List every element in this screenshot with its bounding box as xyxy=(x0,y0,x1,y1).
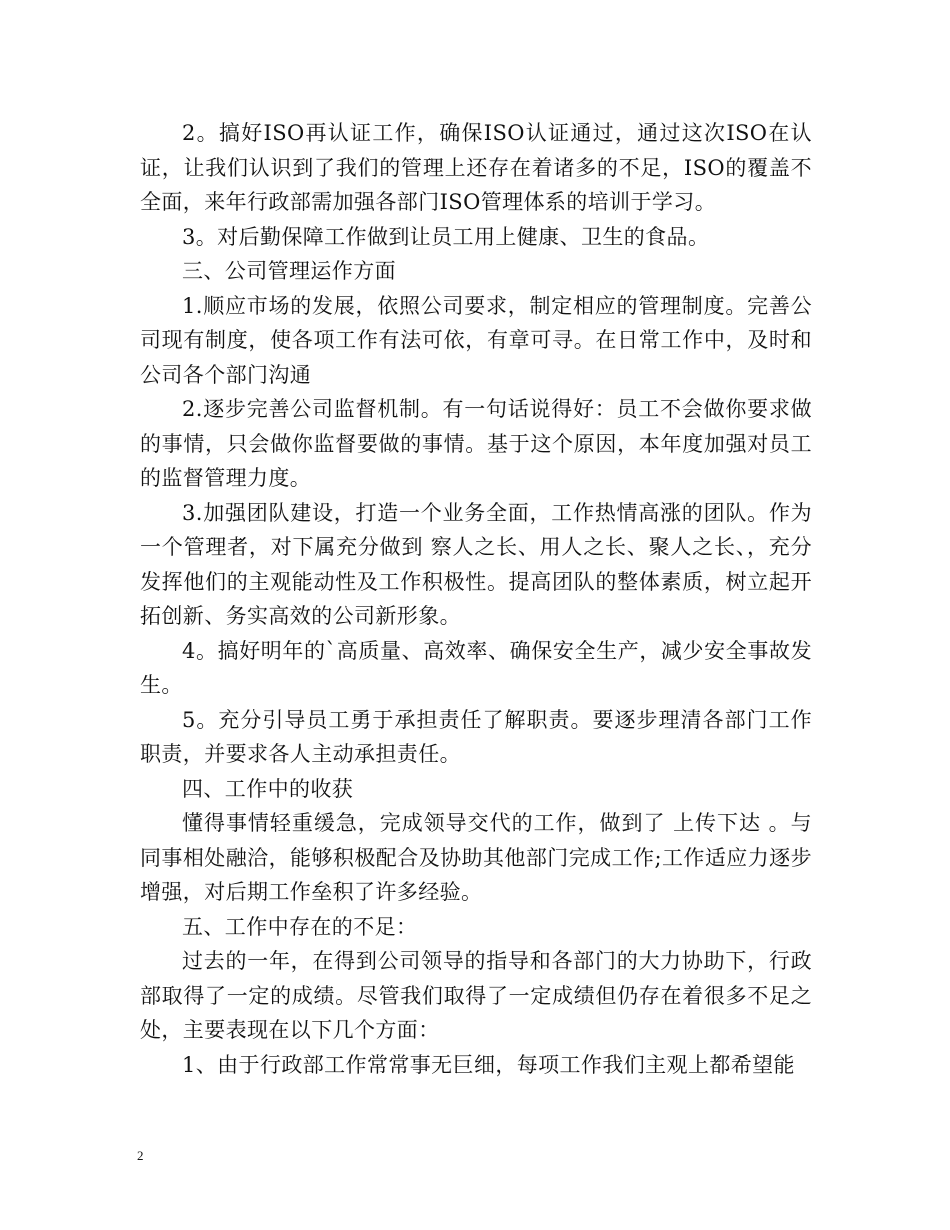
paragraph-responsibility: 5。充分引导员工勇于承担责任了解职责。要逐步理清各部门工作职责，并要求各人主动承担责任。 xyxy=(140,707,812,766)
paragraph-team-building: 3.加强团队建设，打造一个业务全面，工作热情高涨的团队。作为一个管理者，对下属充分做到 察人之长、用人之长、聚人之长、，充分发挥他们的主观能动性及工作积极性。提高团队的整体素质，树立起开拓创新、务实高效的公司新形象。 xyxy=(140,500,812,628)
paragraph-gains: 懂得事情轻重缓急，完成领导交代的工作，做到了 上传下达 。与同事相处融洽，能够积极配合及协助其他部门完成工作;工作适应力逐步增强，对后期工作垒积了许多经验。 xyxy=(140,811,812,904)
section-heading-gains: 四、工作中的收获 xyxy=(182,776,354,801)
paragraph-supervision: 2.逐步完善公司监督机制。有一句话说得好：员工不会做你要求做的事情，只会做你监督要做的事情。基于这个原因，本年度加强对员工的监督管理力度。 xyxy=(140,397,812,490)
document-body xyxy=(140,116,812,1082)
paragraph-safety: 4。搞好明年的`高质量、高效率、确保安全生产，减少安全事故发生。 xyxy=(140,638,812,697)
section-heading-management: 三、公司管理运作方面 xyxy=(182,259,396,283)
paragraph-shortcoming-1: 1、由于行政部工作常常事无巨细，每项工作我们主观上都希望能 xyxy=(182,1052,795,1077)
paragraph-iso-recertification: 2。搞好ISO再认证工作，确保ISO认证通过，通过这次ISO在认证，让我们认识到了我们的管理上还存在着诸多的不足，ISO的覆盖不全面，来年行政部需加强各部门ISO管理体系的培训于学习。 xyxy=(140,121,812,214)
paragraph-past-year: 过去的一年，在得到公司领导的指导和各部门的大力协助下，行政部取得了一定的成绩。尽管我们取得了一定成绩但仍存在着很多不足之处，主要表现在以下几个方面： xyxy=(140,949,812,1042)
paragraph-management-system: 1.顺应市场的发展，依照公司要求，制定相应的管理制度。完善公司现有制度，使各项工作有法可依，有章可寻。在日常工作中，及时和公司各个部门沟通 xyxy=(140,293,812,387)
section-heading-shortcomings: 五、工作中存在的不足： xyxy=(182,914,418,939)
paragraph-logistics: 3。对后勤保障工作做到让员工用上健康、卫生的食品。 xyxy=(182,224,710,249)
page-number: 2 xyxy=(137,1148,144,1163)
